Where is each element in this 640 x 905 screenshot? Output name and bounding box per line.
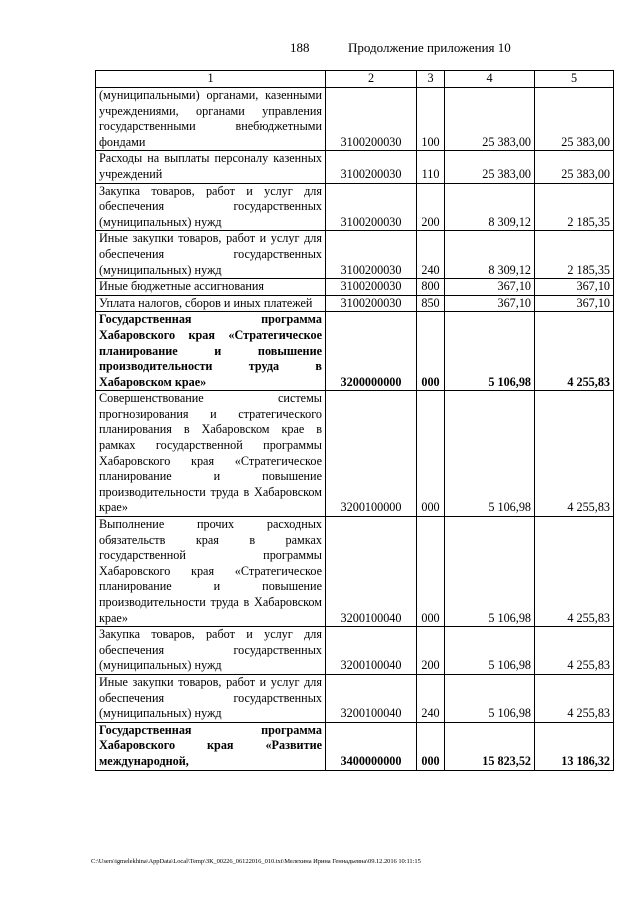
row-code-cell: 3200100040: [326, 517, 417, 627]
table-row: [96, 312, 614, 391]
row-value-cell: 25 383,00: [535, 88, 614, 151]
row-type-cell: 000: [417, 391, 445, 517]
row-type-cell: 240: [417, 231, 445, 279]
row-type-cell: 240: [417, 674, 445, 722]
row-name-cell: Совершенствование системы прогнозирования и стратегического планирования в Хабаровском крае в рамках государственной программы Хабаровского края «Стратегическое планирование и повышение производительности труда в Хабаровском крае»: [96, 391, 326, 517]
row-value-cell: 5 106,98: [445, 627, 535, 675]
row-value-cell: 25 383,00: [535, 151, 614, 183]
row-type-cell: 200: [417, 183, 445, 231]
row-value-cell: 25 383,00: [445, 88, 535, 151]
row-value-cell: 15 823,52: [445, 722, 535, 770]
row-name-cell: Расходы на выплаты персоналу казенных учреждений: [96, 151, 326, 183]
table-row: [96, 295, 614, 312]
table-header-row: [96, 71, 614, 88]
table-row: [96, 279, 614, 296]
row-name-cell: Иные бюджетные ассигнования: [96, 279, 326, 296]
row-name-cell: Закупка товаров, работ и услуг для обеспечения государственных (муниципальных) нужд: [96, 627, 326, 675]
file-path-footer: C:\Users\igmelekhina\AppData\Local\Temp\ЗК_00226_06122016_010.txt\Мелехина Ирина Геннадьевна\09.12.2016 10:11:15: [91, 858, 421, 865]
column-header: 2: [326, 71, 417, 88]
row-code-cell: 3400000000: [326, 722, 417, 770]
budget-table: [95, 70, 614, 771]
row-type-cell: 000: [417, 517, 445, 627]
row-name-cell: Иные закупки товаров, работ и услуг для обеспечения государственных (муниципальных) нужд: [96, 231, 326, 279]
row-name-cell: Иные закупки товаров, работ и услуг для обеспечения государственных (муниципальных) нужд: [96, 674, 326, 722]
table-row: [96, 183, 614, 231]
row-code-cell: 3100200030: [326, 183, 417, 231]
row-value-cell: 5 106,98: [445, 517, 535, 627]
row-code-cell: 3100200030: [326, 295, 417, 312]
row-type-cell: 000: [417, 312, 445, 391]
row-type-cell: 850: [417, 295, 445, 312]
table-row: [96, 88, 614, 151]
column-header: 5: [535, 71, 614, 88]
row-name-cell: Выполнение прочих расходных обязательств края в рамках государственной программы Хабаровского края «Стратегическое планирование и повышение производительности труда в Хабаровском крае»: [96, 517, 326, 627]
table-row: [96, 231, 614, 279]
row-value-cell: 4 255,83: [535, 627, 614, 675]
table-row: [96, 627, 614, 675]
table-row: [96, 674, 614, 722]
row-value-cell: 5 106,98: [445, 391, 535, 517]
row-value-cell: 8 309,12: [445, 231, 535, 279]
appendix-title: Продолжение приложения 10: [348, 40, 511, 55]
row-code-cell: 3200100040: [326, 674, 417, 722]
row-value-cell: 367,10: [535, 279, 614, 296]
row-type-cell: 100: [417, 88, 445, 151]
row-type-cell: 800: [417, 279, 445, 296]
column-header: 4: [445, 71, 535, 88]
row-type-cell: 200: [417, 627, 445, 675]
row-value-cell: 4 255,83: [535, 517, 614, 627]
page-number: 188: [290, 40, 310, 55]
row-value-cell: 25 383,00: [445, 151, 535, 183]
table-row: [96, 722, 614, 770]
column-header: 3: [417, 71, 445, 88]
column-header: 1: [96, 71, 326, 88]
row-value-cell: 2 185,35: [535, 231, 614, 279]
row-value-cell: 4 255,83: [535, 391, 614, 517]
row-value-cell: 367,10: [535, 295, 614, 312]
row-code-cell: 3200000000: [326, 312, 417, 391]
row-name-cell: Закупка товаров, работ и услуг для обеспечения государственных (муниципальных) нужд: [96, 183, 326, 231]
row-code-cell: 3100200030: [326, 151, 417, 183]
row-value-cell: 5 106,98: [445, 312, 535, 391]
row-value-cell: 367,10: [445, 279, 535, 296]
table-row: [96, 517, 614, 627]
row-name-cell: Уплата налогов, сборов и иных платежей: [96, 295, 326, 312]
row-value-cell: 5 106,98: [445, 674, 535, 722]
row-code-cell: 3100200030: [326, 231, 417, 279]
row-type-cell: 000: [417, 722, 445, 770]
row-code-cell: 3200100000: [326, 391, 417, 517]
row-value-cell: 13 186,32: [535, 722, 614, 770]
row-value-cell: 8 309,12: [445, 183, 535, 231]
row-code-cell: 3100200030: [326, 279, 417, 296]
row-code-cell: 3200100040: [326, 627, 417, 675]
row-name-cell: Государственная программа Хабаровского края «Стратегическое планирование и повышение производительности труда в Хабаровском крае»: [96, 312, 326, 391]
row-type-cell: 110: [417, 151, 445, 183]
row-value-cell: 4 255,83: [535, 312, 614, 391]
row-name-cell: (муниципальными) органами, казенными учреждениями, органами управления государственными внебюджетными фондами: [96, 88, 326, 151]
table-row: [96, 391, 614, 517]
row-value-cell: 4 255,83: [535, 674, 614, 722]
table-row: [96, 151, 614, 183]
row-value-cell: 2 185,35: [535, 183, 614, 231]
row-value-cell: 367,10: [445, 295, 535, 312]
row-name-cell: Государственная программа Хабаровского края «Развитие международной,: [96, 722, 326, 770]
row-code-cell: 3100200030: [326, 88, 417, 151]
